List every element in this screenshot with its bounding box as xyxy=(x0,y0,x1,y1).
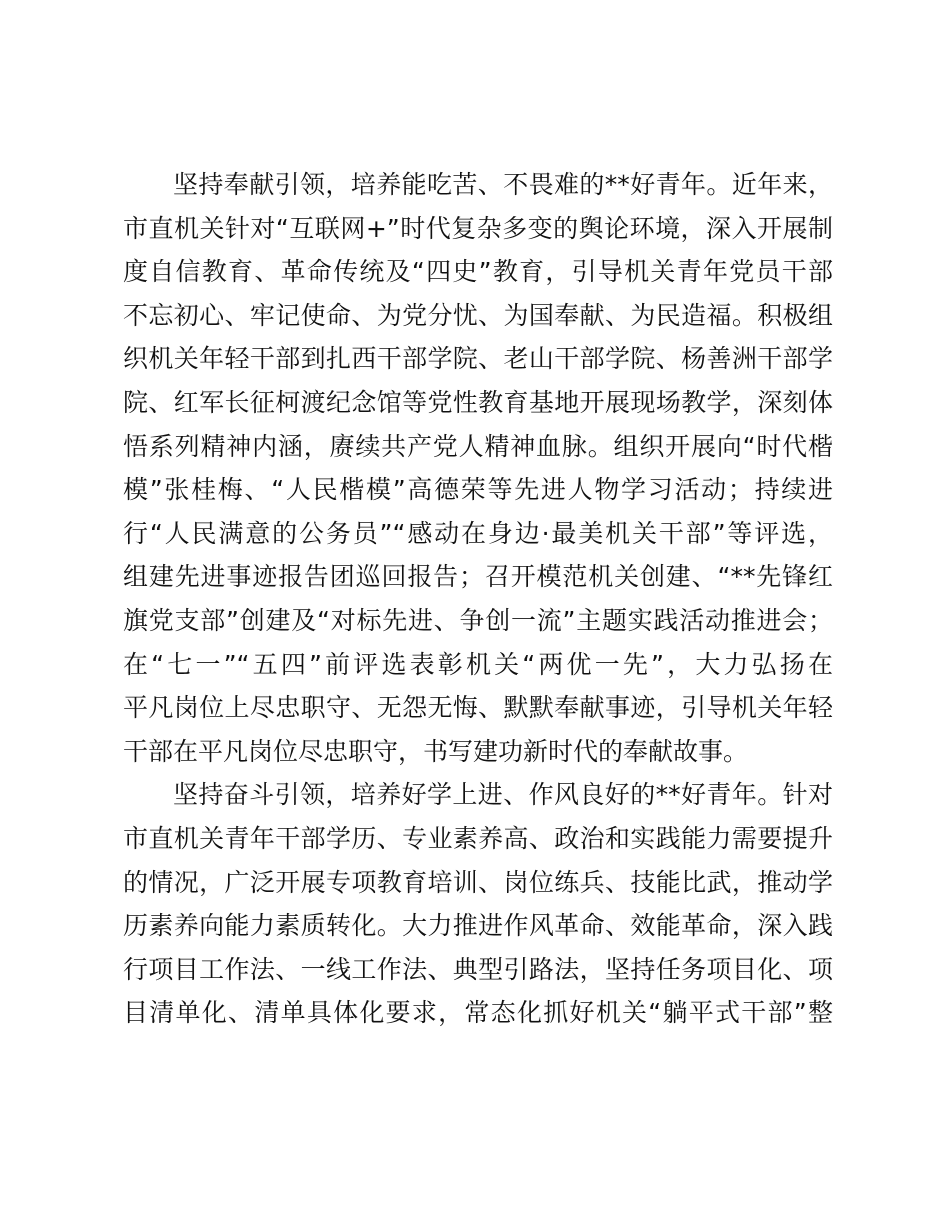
text-line: 不忘初心、牢记使命、为党分忧、为国奉献、为民造福。积极组 xyxy=(123,300,833,330)
text-line: 织机关年轻干部到扎西干部学院、老山干部学院、杨善洲干部学 xyxy=(123,344,833,374)
paragraph-striving xyxy=(123,773,833,1035)
document-body xyxy=(123,163,833,1035)
text-line: 行“人民满意的公务员”“感动在身边·最美机关干部”等评选， xyxy=(123,518,833,548)
text-line: 在“七一”“五四”前评选表彰机关“两优一先”，大力弘扬在 xyxy=(123,649,833,679)
text-line: 模”张桂梅、“人民楷模”高德荣等先进人物学习活动；持续进 xyxy=(123,475,833,505)
text-line: 悟系列精神内涵，赓续共产党人精神血脉。组织开展向“时代楷 xyxy=(123,431,833,461)
text-line: 市直机关针对“互联网+”时代复杂多变的舆论环境，深入开展制 xyxy=(123,213,833,243)
text-line: 度自信教育、革命传统及“四史”教育，引导机关青年党员干部 xyxy=(123,257,833,287)
text-line: 目清单化、清单具体化要求，常态化抓好机关“躺平式干部”整 xyxy=(123,998,833,1028)
text-line: 坚持奋斗引领，培养好学上进、作风良好的**好青年。针对 xyxy=(173,780,833,810)
text-line: 历素养向能力素质转化。大力推进作风革命、效能革命，深入践 xyxy=(123,911,833,941)
text-line: 市直机关青年干部学历、专业素养高、政治和实践能力需要提升 xyxy=(123,823,833,853)
text-line: 平凡岗位上尽忠职守、无怨无悔、默默奉献事迹，引导机关年轻 xyxy=(123,693,833,723)
text-line: 院、红军长征柯渡纪念馆等党性教育基地开展现场教学，深刻体 xyxy=(123,387,833,417)
text-line: 干部在平凡岗位尽忠职守，书写建功新时代的奉献故事。 xyxy=(123,736,749,766)
text-line: 组建先进事迹报告团巡回报告；召开模范机关创建、“**先锋红 xyxy=(123,562,833,592)
text-line: 坚持奉献引领，培养能吃苦、不畏难的**好青年。近年来， xyxy=(173,170,833,199)
paragraph-dedication xyxy=(123,163,833,773)
text-line: 行项目工作法、一线工作法、典型引路法，坚持任务项目化、项 xyxy=(123,954,833,984)
text-line: 的情况，广泛开展专项教育培训、岗位练兵、技能比武，推动学 xyxy=(123,867,833,897)
text-line: 旗党支部”创建及“对标先进、争创一流”主题实践活动推进会； xyxy=(123,605,833,635)
